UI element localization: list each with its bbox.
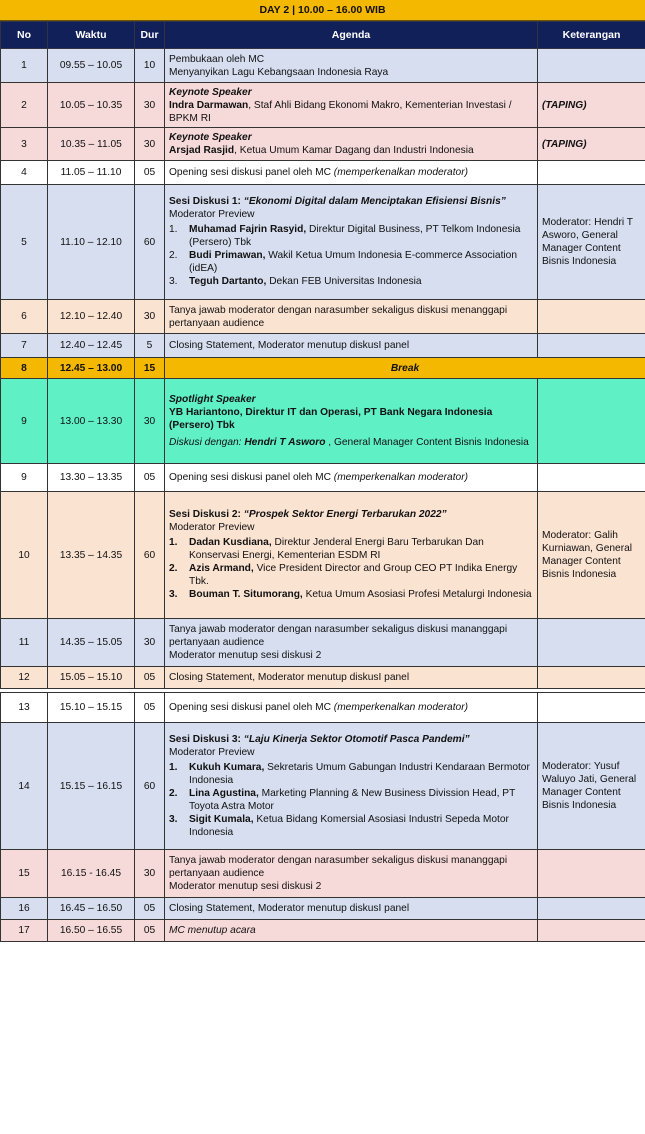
- row-duration: 10: [135, 49, 165, 83]
- agenda-line: Tanya jawab moderator dengan narasumber sekaligus diskusi mananggapi pertanyaan audience: [169, 624, 508, 648]
- row-no: 7: [1, 334, 48, 358]
- speaker-name: Azis Armand,: [189, 563, 254, 574]
- speaker-desc: Direktur Digital Business, PT Telkom Indonesia (Persero) Tbk: [189, 224, 521, 248]
- table-header-row: [1, 22, 645, 49]
- row-agenda: Closing Statement, Moderator menutup diskusI panel: [165, 667, 538, 689]
- row-agenda: [165, 185, 538, 300]
- agenda-italic: (memperkenalkan moderator): [333, 167, 468, 178]
- list-item: 2. Lina Agustina, Marketing Planning & New Business Divission Head, PT Toyota Astra Motor: [169, 787, 516, 812]
- speaker-name: Kukuh Kumara,: [189, 761, 265, 773]
- row-time: 10.35 – 11.05: [48, 128, 135, 161]
- table-row: [1, 49, 645, 83]
- moderator-preview: Moderator Preview: [169, 209, 255, 220]
- speaker-desc: Marketing Planning & New Business Divission Head, PT Toyota Astra Motor: [189, 787, 516, 812]
- session-label: Sesi Diskusi 2:: [169, 509, 244, 520]
- table-row: [1, 693, 645, 723]
- row-duration: 5: [135, 334, 165, 358]
- table-row: [1, 334, 645, 358]
- row-agenda: [165, 379, 538, 464]
- speaker-desc: , Staf Ahli Bidang Ekonomi Makro, Kementerian Investasi / BPKM RI: [169, 99, 512, 124]
- speaker-name: YB Hariantono, Direktur IT dan Operasi, PT Bank Negara Indonesia (Persero) Tbk: [169, 407, 493, 431]
- table-row: [1, 492, 645, 619]
- table-row: [1, 850, 645, 898]
- table-row: [1, 83, 645, 128]
- break-row: [1, 358, 645, 379]
- row-agenda: [165, 464, 538, 492]
- table-row: [1, 619, 645, 667]
- row-time: 11.10 – 12.10: [48, 185, 135, 300]
- row-duration: 30: [135, 379, 165, 464]
- row-duration: 05: [135, 667, 165, 689]
- speaker-desc: Ketua Umum Asosiasi Profesi Metalurgi Indonesia: [302, 589, 532, 600]
- row-agenda: [165, 850, 538, 898]
- row-duration: 30: [135, 128, 165, 161]
- agenda-text: Opening sesi diskusi panel oleh MC: [169, 702, 334, 713]
- speaker-name: Sigit Kumala,: [189, 813, 254, 825]
- row-time: 15.15 – 16.15: [48, 723, 135, 850]
- speaker-desc: Dekan FEB Universitas Indonesia: [266, 276, 422, 287]
- session-label: Sesi Diskusi 3:: [169, 733, 244, 745]
- row-agenda: [165, 693, 538, 723]
- speaker-desc: Direktur Jenderal Energi Baru Terbarukan Dan Konservasi Energi, Kementerian ESDM RI: [189, 537, 484, 561]
- row-duration: 60: [135, 185, 165, 300]
- session-title: “Prospek Sektor Energi Terbarukan 2022”: [243, 509, 447, 520]
- list-item: 3. Sigit Kumala, Ketua Bidang Komersial Asosiasi Industri Sepeda Motor Indonesia: [169, 813, 509, 838]
- row-time: 10.05 – 10.35: [48, 83, 135, 128]
- agenda-italic: (memperkenalkan moderator): [333, 472, 468, 483]
- list-item: 2. Budi Primawan, Wakil Ketua Umum Indonesia E-commerce Association (idEA): [169, 250, 517, 274]
- speaker-name: Bouman T. Situmorang,: [189, 589, 303, 600]
- row-no: 4: [1, 161, 48, 185]
- row-no: 9: [1, 379, 48, 464]
- table-row: [1, 723, 645, 850]
- speaker-desc: Wakil Ketua Umum Indonesia E-commerce Association (idEA): [189, 250, 517, 274]
- row-duration: 05: [135, 693, 165, 723]
- agenda-text: Opening sesi diskusi panel oleh MC: [169, 167, 334, 178]
- speaker-list: [169, 223, 533, 288]
- header-time: Waktu: [48, 22, 135, 49]
- list-item: 3. Teguh Dartanto, Dekan FEB Universitas Indonesia: [169, 276, 422, 287]
- row-time: 16.15 - 16.45: [48, 850, 135, 898]
- row-note: [538, 898, 645, 920]
- table-row: [1, 128, 645, 161]
- row-note: [538, 920, 645, 942]
- speaker-name: Dadan Kusdiana,: [189, 537, 272, 548]
- row-no: 6: [1, 300, 48, 334]
- row-note: (TAPING): [538, 128, 645, 161]
- row-no: 1: [1, 49, 48, 83]
- row-duration: 30: [135, 850, 165, 898]
- row-agenda: [165, 83, 538, 128]
- row-agenda: [165, 161, 538, 185]
- discussion-role: , General Manager Content Bisnis Indonesia: [325, 437, 529, 448]
- row-note: [538, 850, 645, 898]
- row-note: [538, 667, 645, 689]
- row-note: (TAPING): [538, 83, 645, 128]
- row-duration: 30: [135, 83, 165, 128]
- speaker-list: [169, 761, 533, 839]
- agenda-italic: (memperkenalkan moderator): [333, 702, 468, 713]
- row-no: 16: [1, 898, 48, 920]
- list-item: 1. Dadan Kusdiana, Direktur Jenderal Energi Baru Terbarukan Dan Konservasi Energi, Kementerian ESDM RI: [169, 537, 484, 561]
- row-duration: 60: [135, 492, 165, 619]
- speaker-list: [169, 536, 533, 601]
- row-no: 12: [1, 667, 48, 689]
- row-time: 11.05 – 11.10: [48, 161, 135, 185]
- agenda-table: [0, 21, 645, 942]
- header-no: No: [1, 22, 48, 49]
- discussion-with: Diskusi dengan:: [169, 437, 245, 448]
- row-no: 11: [1, 619, 48, 667]
- row-duration: 05: [135, 161, 165, 185]
- list-item: 2. Azis Armand, Vice President Director and Group CEO PT Indika Energy Tbk.: [169, 563, 518, 587]
- row-agenda: [165, 492, 538, 619]
- session-title: “Laju Kinerja Sektor Otomotif Pasca Pandemi”: [243, 733, 470, 745]
- row-no: 9: [1, 464, 48, 492]
- speaker-name: Budi Primawan,: [189, 250, 266, 261]
- row-no: 3: [1, 128, 48, 161]
- list-item: 1. Kukuh Kumara, Sekretaris Umum Gabungan Industri Kendaraan Bermotor Indonesia: [169, 761, 530, 786]
- row-note: Moderator: Yusuf Waluyo Jati, General Manager Content Bisnis Indonesia: [538, 723, 645, 850]
- row-no: 17: [1, 920, 48, 942]
- row-time: 15.05 – 15.10: [48, 667, 135, 689]
- table-row: [1, 898, 645, 920]
- row-time: 13.30 – 13.35: [48, 464, 135, 492]
- row-no: 2: [1, 83, 48, 128]
- speaker-desc: Ketua Bidang Komersial Asosiasi Industri Sepeda Motor Indonesia: [189, 813, 509, 838]
- moderator-preview: Moderator Preview: [169, 746, 255, 758]
- row-no: 5: [1, 185, 48, 300]
- row-duration: 05: [135, 464, 165, 492]
- header-duration: Dur: [135, 22, 165, 49]
- row-no: 13: [1, 693, 48, 723]
- speaker-kind: Keynote Speaker: [169, 86, 252, 98]
- row-time: 12.40 – 12.45: [48, 334, 135, 358]
- row-note: Moderator: Galih Kurniawan, General Manager Content Bisnis Indonesia: [538, 492, 645, 619]
- row-no: 8: [1, 358, 48, 379]
- row-note: [538, 693, 645, 723]
- row-duration: 30: [135, 300, 165, 334]
- agenda-text: Opening sesi diskusi panel oleh MC: [169, 472, 334, 483]
- row-no: 10: [1, 492, 48, 619]
- row-note: [538, 300, 645, 334]
- row-agenda: MC menutup acara: [165, 920, 538, 942]
- row-duration: 30: [135, 619, 165, 667]
- agenda-line: Moderator menutup sesi diskusi 2: [169, 650, 322, 661]
- row-time: 12.45 – 13.00: [48, 358, 135, 379]
- row-time: 09.55 – 10.05: [48, 49, 135, 83]
- agenda-line: Moderator menutup sesi diskusi 2: [169, 881, 322, 892]
- speaker-kind: Spotlight Speaker: [169, 394, 256, 405]
- row-duration: 05: [135, 898, 165, 920]
- row-duration: 60: [135, 723, 165, 850]
- row-time: 16.50 – 16.55: [48, 920, 135, 942]
- day-banner: DAY 2 | 10.00 – 16.00 WIB: [0, 0, 645, 21]
- table-row: [1, 379, 645, 464]
- row-time: 13.35 – 14.35: [48, 492, 135, 619]
- row-time: 12.10 – 12.40: [48, 300, 135, 334]
- agenda-line: Tanya jawab moderator dengan narasumber sekaligus diskusi mananggapi pertanyaan audience: [169, 855, 508, 879]
- speaker-desc: , Ketua Umum Kamar Dagang dan Industri Indonesia: [234, 145, 474, 156]
- row-duration: 15: [135, 358, 165, 379]
- row-duration: 05: [135, 920, 165, 942]
- speaker-desc: Sekretaris Umum Gabungan Industri Kendaraan Bermotor Indonesia: [189, 761, 530, 786]
- discussion-moderator: Hendri T Asworo: [244, 437, 326, 448]
- agenda-line: Menyanyikan Lagu Kebangsaan Indonesia Raya: [169, 66, 389, 78]
- speaker-name: Indra Darmawan: [169, 99, 249, 111]
- session-label: Sesi Diskusi 1:: [169, 196, 244, 207]
- agenda-line: Pembukaan oleh MC: [169, 53, 265, 65]
- speaker-name: Teguh Dartanto,: [189, 276, 267, 287]
- list-item: 3. Bouman T. Situmorang, Ketua Umum Asosiasi Profesi Metalurgi Indonesia: [169, 589, 532, 600]
- row-note: [538, 334, 645, 358]
- table-row: [1, 667, 645, 689]
- break-label: Break: [165, 358, 645, 379]
- header-note: Keterangan: [538, 22, 645, 49]
- row-time: 15.10 – 15.15: [48, 693, 135, 723]
- row-agenda: [165, 49, 538, 83]
- row-no: 15: [1, 850, 48, 898]
- row-agenda: [165, 619, 538, 667]
- row-note: [538, 49, 645, 83]
- row-time: 16.45 – 16.50: [48, 898, 135, 920]
- row-agenda: [165, 723, 538, 850]
- table-row: [1, 161, 645, 185]
- moderator-preview: Moderator Preview: [169, 522, 255, 533]
- row-note: [538, 619, 645, 667]
- speaker-name: Arsjad Rasjid: [169, 145, 235, 156]
- row-no: 14: [1, 723, 48, 850]
- row-note: Moderator: Hendri T Asworo, General Manager Content Bisnis Indonesia: [538, 185, 645, 300]
- speaker-name: Lina Agustina,: [189, 787, 259, 799]
- list-item: 1. Muhamad Fajrin Rasyid, Direktur Digital Business, PT Telkom Indonesia (Persero) Tbk: [169, 224, 521, 248]
- speaker-kind: Keynote Speaker: [169, 132, 252, 143]
- session-title: “Ekonomi Digital dalam Menciptakan Efisiensi Bisnis”: [243, 196, 506, 207]
- row-agenda: Closing Statement, Moderator menutup diskusI panel: [165, 334, 538, 358]
- table-row: [1, 464, 645, 492]
- speaker-name: Muhamad Fajrin Rasyid,: [189, 224, 307, 235]
- row-agenda: [165, 128, 538, 161]
- row-time: 13.00 – 13.30: [48, 379, 135, 464]
- table-row: [1, 920, 645, 942]
- row-note: [538, 161, 645, 185]
- header-agenda: Agenda: [165, 22, 538, 49]
- row-note: [538, 379, 645, 464]
- table-row: [1, 300, 645, 334]
- speaker-desc: Vice President Director and Group CEO PT Indika Energy Tbk.: [189, 563, 518, 587]
- row-time: 14.35 – 15.05: [48, 619, 135, 667]
- row-note: [538, 464, 645, 492]
- table-row: [1, 185, 645, 300]
- row-agenda: Closing Statement, Moderator menutup diskusI panel: [165, 898, 538, 920]
- row-agenda: Tanya jawab moderator dengan narasumber sekaligus diskusi menanggapi pertanyaan audience: [165, 300, 538, 334]
